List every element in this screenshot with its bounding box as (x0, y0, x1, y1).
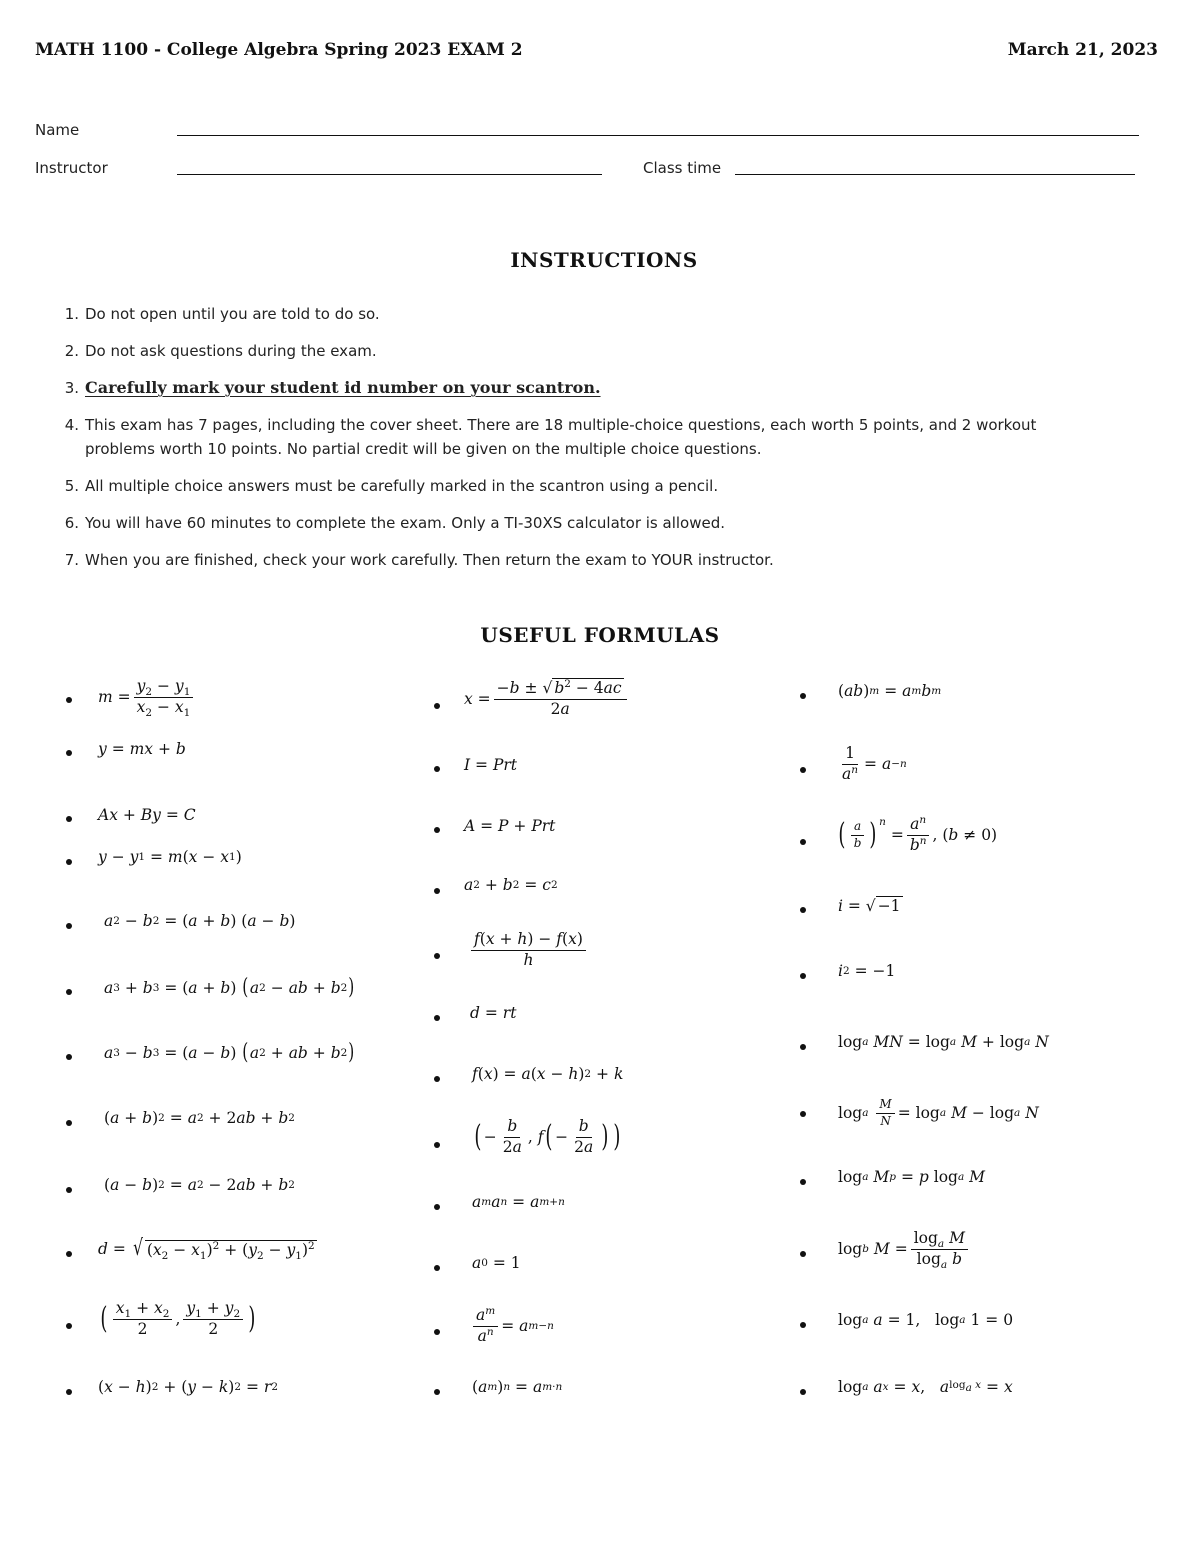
bullet-icon (66, 1389, 72, 1395)
instruction-item: 5. All multiple choice answers must be carefully marked in the scantron using a pencil. (64, 477, 719, 495)
formula-log-product: log a MN = log a M + log a N (838, 1033, 1049, 1051)
formula-zero-exponent: a 0 = 1 (472, 1254, 521, 1272)
bullet-icon (66, 697, 72, 703)
formula-power-rule: ( a m ) n = a m·n (472, 1378, 563, 1396)
formula-product-rule: a m a n = a m+n (472, 1193, 565, 1211)
class-time-line[interactable] (735, 174, 1135, 175)
formula-log-quotient: log a $\frac{M}{N}$ = log a M − log a N (838, 1097, 1039, 1128)
bullet-icon (66, 1054, 72, 1060)
bullet-icon (434, 1265, 440, 1271)
bullet-icon (434, 827, 440, 833)
formula-distance: d = √ $(x_2 - x_1)^2 + (y_2 - y_1)^2$ (98, 1236, 315, 1262)
formula-midpoint: ( $\frac{x_1 + x_2}{2}$ , $\frac{y_1 + y_2}{2}$ ) (100, 1299, 256, 1338)
bullet-icon (66, 816, 72, 822)
bullet-icon (434, 1015, 440, 1021)
formula-diff-squares: a 2 − b 2 = ( a + b ) ( a − b ) (104, 912, 296, 930)
bullet-icon (434, 1204, 440, 1210)
instruction-item: 7. When you are finished, check your work carefully. Then return the exam to YOUR instructor. (64, 551, 774, 569)
bullet-icon (800, 1179, 806, 1185)
formula-quotient-rule: $\frac{a^m}{a^n}$ = a m−n (470, 1307, 554, 1346)
bullet-icon (800, 839, 806, 845)
bullet-icon (800, 1111, 806, 1117)
bullet-icon (66, 1251, 72, 1257)
bullet-icon (800, 1322, 806, 1328)
name-label: Name (35, 121, 80, 139)
formula-log-identities: log a a = 1, log a 1 = 0 (838, 1311, 1014, 1329)
bullet-icon (66, 989, 72, 995)
formula-square-sum: ( a + b ) 2 = a 2 + 2 ab + b 2 (104, 1109, 295, 1127)
formula-quotient-power: ( $\frac{a}{b}$ ) n = $\frac{a^n}{b^n}$ , ( b ≠ 0) (838, 813, 998, 854)
formula-amount: A = P + Prt (464, 817, 556, 835)
exam-title: MATH 1100 - College Algebra Spring 2023 EXAM 2 (35, 40, 523, 60)
name-line[interactable] (177, 135, 1139, 136)
formula-log-power: log a M p = p log a M (838, 1168, 986, 1186)
formula-circle: ( x − h ) 2 + ( y − k ) 2 = r 2 (98, 1378, 278, 1396)
instruction-item: 6. You will have 60 minutes to complete the exam. Only a TI-30XS calculator is allowed. (64, 514, 725, 532)
formula-sum-cubes: a 3 + b 3 = ( a + b ) ( a 2 − ab + b 2 ) (104, 975, 355, 1000)
bullet-icon (800, 973, 806, 979)
bullet-icon (66, 1323, 72, 1329)
bullet-icon (800, 907, 806, 913)
bullet-icon (434, 888, 440, 894)
bullet-icon (434, 1389, 440, 1395)
formula-i-squared: i 2 = −1 (838, 962, 896, 980)
formula-simple-interest: I = Prt (464, 756, 518, 774)
formula-distance-rate: d = rt (470, 1004, 517, 1022)
formula-square-diff: ( a − b ) 2 = a 2 − 2 ab + b 2 (104, 1176, 295, 1194)
bullet-icon (66, 859, 72, 865)
formula-difference-quotient: $\frac{f(x + h) - f(x)}{h}$ (468, 931, 589, 970)
bullet-icon (434, 953, 440, 959)
formula-quadratic: x = $\frac{-b \pm √ b^2 - 4ac}{2a}$ (464, 680, 630, 719)
formulas-heading: USEFUL FORMULAS (480, 623, 720, 647)
exam-date: March 21, 2023 (1007, 40, 1158, 60)
bullet-icon (66, 1120, 72, 1126)
formula-product-power: ( ab ) m = a m b m (838, 682, 942, 700)
formula-vertex-form: f ( x ) = a ( x − h ) 2 + k (472, 1065, 624, 1083)
bullet-icon (800, 1389, 806, 1395)
class-time-label: Class time (643, 159, 722, 177)
bullet-icon (66, 923, 72, 929)
formula-log-inverse: log a a x = x , a $\log_a x$ = x (838, 1378, 1013, 1396)
formula-imaginary-unit: i = √ −1 (838, 896, 901, 915)
instructor-label: Instructor (35, 159, 108, 177)
formula-point-slope: y − y 1 = m ( x − x 1 ) (98, 848, 242, 866)
instruction-item: 3. Carefully mark your student id number on your scantron. (64, 378, 601, 397)
formula-diff-cubes: a 3 − b 3 = ( a − b ) ( a 2 + ab + b 2 ) (104, 1040, 355, 1065)
bullet-icon (434, 1142, 440, 1148)
bullet-icon (434, 703, 440, 709)
bullet-icon (66, 750, 72, 756)
bullet-icon (434, 1076, 440, 1082)
instruction-item: 4. This exam has 7 pages, including the cover sheet. There are 18 multiple-choice questions, each worth 5 points, and 2 workout problems worth 10 points. No partial credit will be given on the multiple choice questions. (64, 416, 1037, 458)
bullet-icon (66, 1187, 72, 1193)
instructor-line[interactable] (177, 174, 602, 175)
formula-slope-intercept: y = mx + b (98, 740, 186, 758)
instruction-item: 1. Do not open until you are told to do so. (64, 305, 380, 323)
bullet-icon (800, 1044, 806, 1050)
formula-standard-form: Ax + By = C (98, 806, 196, 824)
instructions-heading: INSTRUCTIONS (510, 248, 698, 272)
formula-change-of-base: log b M = $\frac{\log_a M}{\log_a b}$ (838, 1230, 971, 1269)
formula-pythagorean: a 2 + b 2 = c 2 (464, 876, 558, 894)
formula-negative-exponent: $\frac{1}{a^n}$ = a −n (842, 744, 907, 783)
bullet-icon (800, 767, 806, 773)
instruction-item: 2. Do not ask questions during the exam. (64, 342, 377, 360)
bullet-icon (800, 693, 806, 699)
bullet-icon (434, 766, 440, 772)
formula-slope: m = $\frac{y_2 - y_1}{x_2 - x_1}$ (98, 678, 196, 717)
formula-vertex: ( − $\frac{b}{2a}$ , f ( − $\frac{b}{2a}$ ) ) (474, 1117, 621, 1156)
bullet-icon (800, 1251, 806, 1257)
bullet-icon (434, 1329, 440, 1335)
